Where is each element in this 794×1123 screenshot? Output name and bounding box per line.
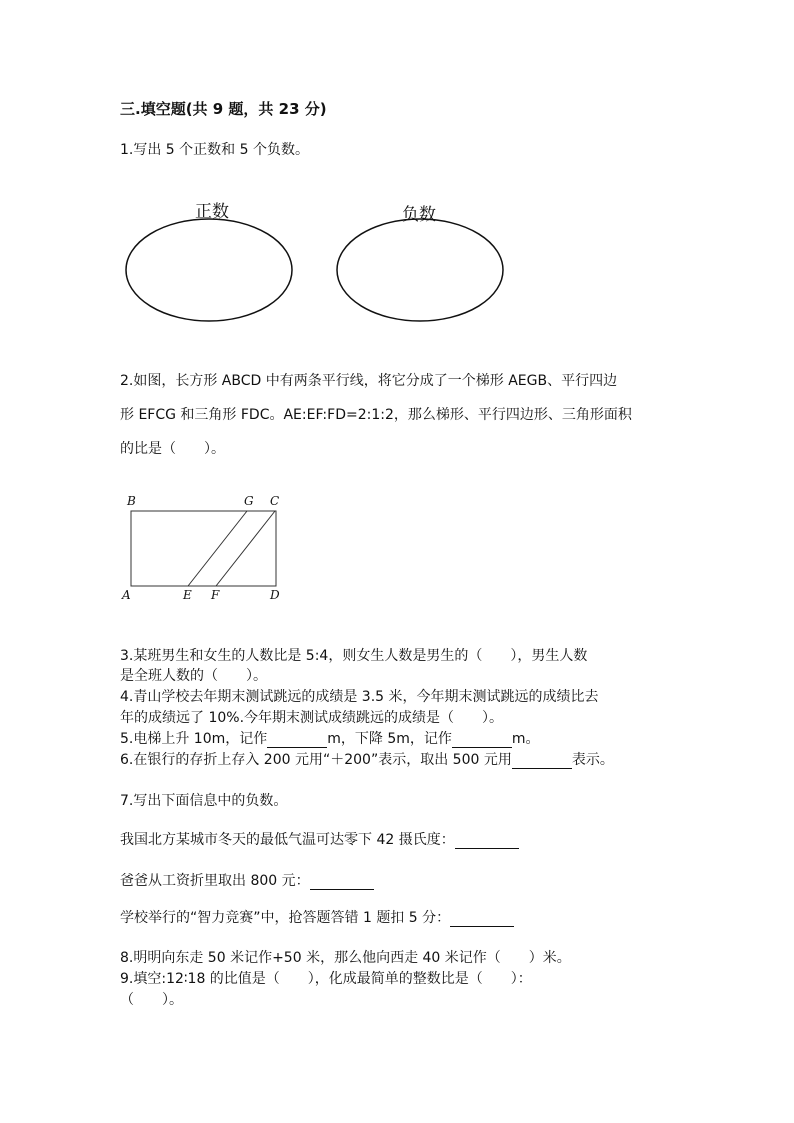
question-5 bbox=[120, 728, 540, 748]
answer-blank-q6[interactable] bbox=[512, 754, 572, 769]
question-3-line-1: 3.某班男生和女生的人数比是 5:4，则女生人数是男生的（ ），男生人数 bbox=[120, 648, 588, 664]
question-2-line-3: 的比是（ ）。 bbox=[120, 441, 225, 457]
section-title: 三.填空题(共 9 题，共 23 分) bbox=[120, 100, 327, 118]
question-1-text: 1.写出 5 个正数和 5 个负数。 bbox=[120, 142, 309, 158]
answer-blank-q7-2[interactable] bbox=[310, 875, 374, 890]
parallel-line-eg bbox=[188, 511, 247, 586]
label-c: C bbox=[270, 494, 280, 508]
question-7-item-1 bbox=[120, 829, 519, 849]
question-6-part-2: 表示。 bbox=[571, 752, 614, 768]
positive-ellipse[interactable] bbox=[126, 219, 292, 321]
question-7-title: 7.写出下面信息中的负数。 bbox=[120, 793, 288, 809]
question-5-part-2: m，下降 5m，记作 bbox=[327, 731, 452, 747]
question-5-part-3: m。 bbox=[511, 731, 540, 747]
question-9-line-2: （ ）。 bbox=[120, 992, 183, 1008]
label-d: D bbox=[270, 588, 280, 602]
parallel-line-fc bbox=[216, 511, 275, 586]
question-7-item-2-text: 爸爸从工资折里取出 800 元： bbox=[120, 873, 310, 889]
negative-ellipse[interactable] bbox=[337, 219, 503, 321]
answer-blank-q7-1[interactable] bbox=[455, 834, 519, 849]
label-g: G bbox=[244, 494, 254, 508]
question-4-line-2: 年的成绩远了 10%.今年期末测试成绩跳远的成绩是（ ）。 bbox=[120, 710, 504, 726]
answer-blank-q5-2[interactable] bbox=[452, 733, 512, 748]
question-4-line-1: 4.青山学校去年期末测试跳远的成绩是 3.5 米，今年期末测试跳远的成绩比去 bbox=[120, 689, 599, 705]
question-8: 8.明明向东走 50 米记作+50 米，那么他向西走 40 米记作（ ）米。 bbox=[120, 950, 571, 966]
negative-label: 负数 bbox=[402, 205, 436, 225]
question-3-line-2: 是全班人数的（ ）。 bbox=[120, 668, 267, 684]
label-b: B bbox=[127, 494, 136, 508]
question-7-item-3 bbox=[120, 907, 514, 927]
label-a: A bbox=[122, 588, 131, 602]
question-6 bbox=[120, 749, 614, 769]
answer-blank-q5-1[interactable] bbox=[267, 733, 327, 748]
question-7-item-1-text: 我国北方某城市冬天的最低气温可达零下 42 摄氏度： bbox=[120, 832, 455, 848]
question-5-part-1: 5.电梯上升 10m，记作 bbox=[120, 731, 268, 747]
rectangle-figure bbox=[120, 490, 290, 605]
question-9-line-1: 9.填空:12∶18 的比值是（ ），化成最简单的整数比是（ ）： bbox=[120, 971, 532, 987]
label-e: E bbox=[183, 588, 192, 602]
positive-label: 正数 bbox=[195, 202, 229, 222]
rectangle-abcd bbox=[131, 511, 276, 586]
question-2-line-1: 2.如图，长方形 ABCD 中有两条平行线，将它分成了一个梯形 AEGB、平行四边 bbox=[120, 373, 618, 389]
label-f: F bbox=[211, 588, 220, 602]
question-6-part-1: 6.在银行的存折上存入 200 元用“＋200”表示，取出 500 元用 bbox=[120, 752, 512, 768]
question-2-line-2: 形 EFCG 和三角形 FDC。AE:EF:FD=2:1:2，那么梯形、平行四边形、三角形面积 bbox=[120, 407, 632, 423]
answer-blank-q7-3[interactable] bbox=[450, 912, 514, 927]
question-7-item-2 bbox=[120, 870, 374, 890]
question-7-item-3-text: 学校举行的“智力竞赛”中，抢答题答错 1 题扣 5 分： bbox=[120, 910, 451, 926]
ellipses-figure bbox=[120, 215, 510, 330]
